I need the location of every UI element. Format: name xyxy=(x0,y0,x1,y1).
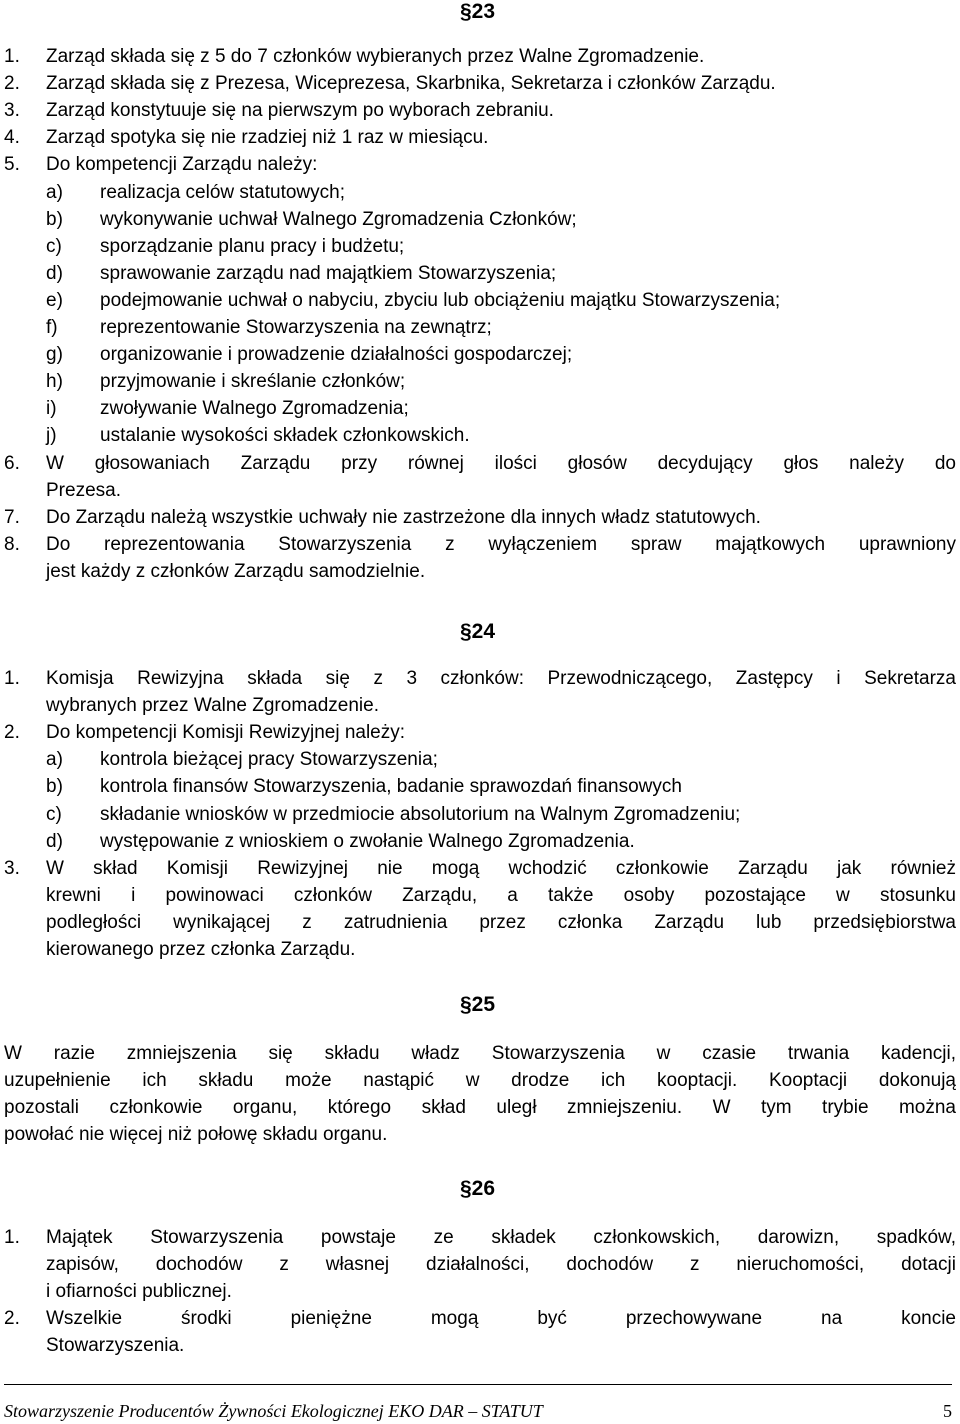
item-text-line: wybranych przez Walne Zgromadzenie. xyxy=(46,695,379,717)
item-number: 2. xyxy=(4,1308,20,1330)
subitem-text: składanie wniosków w przedmiocie absolutorium na Walnym Zgromadzeniu; xyxy=(100,803,741,825)
item-number: 7. xyxy=(4,506,20,528)
text-line xyxy=(4,531,956,559)
text-line xyxy=(4,504,956,532)
text-line xyxy=(4,558,956,586)
text-line xyxy=(4,179,956,207)
text-line xyxy=(4,1332,956,1360)
page-footer xyxy=(4,1398,952,1424)
subitem-text: sprawowanie zarządu nad majątkiem Stowarzyszenia; xyxy=(100,262,557,284)
text-line xyxy=(4,124,956,152)
item-number: 3. xyxy=(4,857,20,879)
item-text-line: podległości wynikającej z zatrudnienia przez członka Zarządu lub przedsiębiorstwa xyxy=(46,911,956,933)
text-line xyxy=(4,341,956,369)
subitem-letter: i) xyxy=(46,398,57,420)
item-number: 4. xyxy=(4,127,20,149)
text-line xyxy=(4,692,956,720)
item-text: Do kompetencji Zarządu należy: xyxy=(46,154,318,176)
subitem-text: reprezentowanie Stowarzyszenia na zewnątrz; xyxy=(100,317,492,338)
item-number: 2. xyxy=(4,722,20,744)
subitem-text: realizacja celów statutowych; xyxy=(100,181,345,203)
subitem-text: kontrola bieżącej pracy Stowarzyszenia; xyxy=(100,749,438,771)
text-line xyxy=(4,746,956,774)
item-number: 8. xyxy=(4,533,20,555)
subitem-letter: e) xyxy=(46,289,63,311)
subitem-letter: b) xyxy=(46,208,63,230)
subitem-letter: d) xyxy=(46,830,63,852)
subitem-letter: a) xyxy=(46,181,63,203)
subitem-letter: c) xyxy=(46,803,62,825)
subitem-letter: h) xyxy=(46,371,63,393)
item-text: Do kompetencji Komisji Rewizyjnej należy: xyxy=(46,722,406,744)
item-text: Zarząd składa się z 5 do 7 członków wybieranych przez Walne Zgromadzenie. xyxy=(46,46,705,67)
item-text-line: Komisja Rewizyjna składa się z 3 członków: Przewodniczącego, Zastępcy i Sekretarza xyxy=(46,668,956,689)
item-number: 2. xyxy=(4,73,20,95)
subitem-text: występowanie z wnioskiem o zwołanie Walnego Zgromadzenia. xyxy=(100,830,635,852)
text-line xyxy=(4,43,956,71)
paragraph-line: powołać nie więcej niż połowę składu organu. xyxy=(4,1124,388,1146)
item-number: 3. xyxy=(4,100,20,122)
item-text-line: jest każdy z członków Zarządu samodzielnie. xyxy=(46,560,426,582)
subitem-letter: f) xyxy=(46,317,58,338)
paragraph-line: W razie zmniejszenia się składu władz Stowarzyszenia w czasie trwania kadencji, xyxy=(4,1043,956,1064)
item-text-line: Do reprezentowania Stowarzyszenia z wyłączeniem spraw majątkowych uprawniony xyxy=(46,533,956,555)
item-number: 5. xyxy=(4,154,20,176)
subitem-text: sporządzanie planu pracy i budżetu; xyxy=(100,235,405,257)
item-text: Zarząd spotyka się nie rzadziej niż 1 raz w miesiącu. xyxy=(46,127,489,149)
item-text-line: krewni i powinowaci członków Zarządu, a także osoby pozostające w stosunku xyxy=(46,884,956,906)
item-text: Zarząd składa się z Prezesa, Wiceprezesa, Skarbnika, Sekretarza i członków Zarządu. xyxy=(46,73,776,95)
subitem-text: podejmowanie uchwał o nabyciu, zbyciu lub obciążeniu majątku Stowarzyszenia; xyxy=(100,289,781,311)
section-heading: §26 xyxy=(460,1177,496,1200)
text-line xyxy=(4,1251,956,1279)
subitem-letter: b) xyxy=(46,776,63,798)
item-text-line: Stowarzyszenia. xyxy=(46,1335,185,1357)
text-line xyxy=(4,828,956,856)
text-line xyxy=(4,206,956,234)
item-text-line: Majątek Stowarzyszenia powstaje ze składek członkowskich, darowizn, spadków, xyxy=(46,1227,956,1248)
text-line xyxy=(4,773,956,801)
paragraph-line: uzupełnienie ich składu może nastąpić w drodze ich kooptacji. Kooptacji dokonują xyxy=(4,1070,956,1092)
subitem-text: wykonywanie uchwał Walnego Zgromadzenia Członków; xyxy=(100,208,577,230)
item-text: Zarząd konstytuuje się na pierwszym po wyborach zebraniu. xyxy=(46,100,554,122)
item-text-line: W skład Komisji Rewizyjnej nie mogą wchodzić członkowie Zarządu jak również xyxy=(46,857,956,879)
text-line xyxy=(4,477,956,505)
text-line xyxy=(4,665,956,693)
text-line xyxy=(4,882,956,910)
text-line xyxy=(4,1094,956,1122)
text-line xyxy=(4,936,956,964)
page-number: 5 xyxy=(943,1401,952,1421)
text-line xyxy=(4,1121,956,1149)
text-line xyxy=(4,287,956,315)
item-text-line: W głosowaniach Zarządu przy równej ilości głosów decydujący głos należy do xyxy=(46,452,956,474)
footer-divider xyxy=(4,1384,952,1385)
text-line xyxy=(4,909,956,937)
section-heading: §25 xyxy=(460,993,496,1016)
subitem-text: zwoływanie Walnego Zgromadzenia; xyxy=(100,398,409,420)
text-line xyxy=(4,1067,956,1095)
subitem-letter: j) xyxy=(46,425,57,447)
text-line xyxy=(4,855,956,883)
text-line xyxy=(4,233,956,261)
subitem-text: przyjmowanie i skreślanie członków; xyxy=(100,371,406,393)
text-line xyxy=(4,450,956,478)
section-heading: §24 xyxy=(460,620,496,643)
text-line xyxy=(4,422,956,450)
item-number: 1. xyxy=(4,1227,20,1248)
subitem-letter: c) xyxy=(46,235,62,257)
section-heading: §23 xyxy=(460,0,496,23)
subitem-letter: d) xyxy=(46,262,63,284)
subitem-letter: g) xyxy=(46,344,63,366)
item-text-line: i ofiarności publicznej. xyxy=(46,1281,232,1303)
paragraph-line: pozostali członkowie organu, którego skład uległ zmniejszeniu. W tym trybie można xyxy=(4,1097,956,1119)
text-line xyxy=(4,97,956,125)
subitem-letter: a) xyxy=(46,749,63,771)
text-line xyxy=(4,260,956,288)
item-text-line: Prezesa. xyxy=(46,479,121,501)
item-text-line: Wszelkie środki pieniężne mogą być przechowywane na koncie xyxy=(46,1308,956,1330)
subitem-text: kontrola finansów Stowarzyszenia, badanie sprawozdań finansowych xyxy=(100,776,682,798)
text-line xyxy=(4,395,956,423)
text-line xyxy=(4,719,956,747)
subitem-text: ustalanie wysokości składek członkowskich. xyxy=(100,425,470,447)
text-line xyxy=(4,314,956,342)
text-line xyxy=(4,368,956,396)
item-text-line: kierowanego przez członka Zarządu. xyxy=(46,939,356,960)
text-line xyxy=(4,1278,956,1306)
text-line xyxy=(4,151,956,179)
item-number: 6. xyxy=(4,452,20,474)
subitem-text: organizowanie i prowadzenie działalności gospodarczej; xyxy=(100,344,573,366)
text-line xyxy=(4,70,956,98)
item-number: 1. xyxy=(4,668,20,689)
text-line xyxy=(4,1305,956,1333)
item-text-line: zapisów, dochodów z własnej działalności, dochodów z nieruchomości, dotacji xyxy=(46,1254,956,1276)
item-number: 1. xyxy=(4,46,20,67)
text-line xyxy=(4,1040,956,1068)
text-line xyxy=(4,801,956,829)
footer-title: Stowarzyszenie Producentów Żywności Ekologicznej EKO DAR – STATUT xyxy=(4,1401,543,1421)
item-text: Do Zarządu należą wszystkie uchwały nie zastrzeżone dla innych władz statutowych. xyxy=(46,506,761,528)
text-line xyxy=(4,1224,956,1252)
